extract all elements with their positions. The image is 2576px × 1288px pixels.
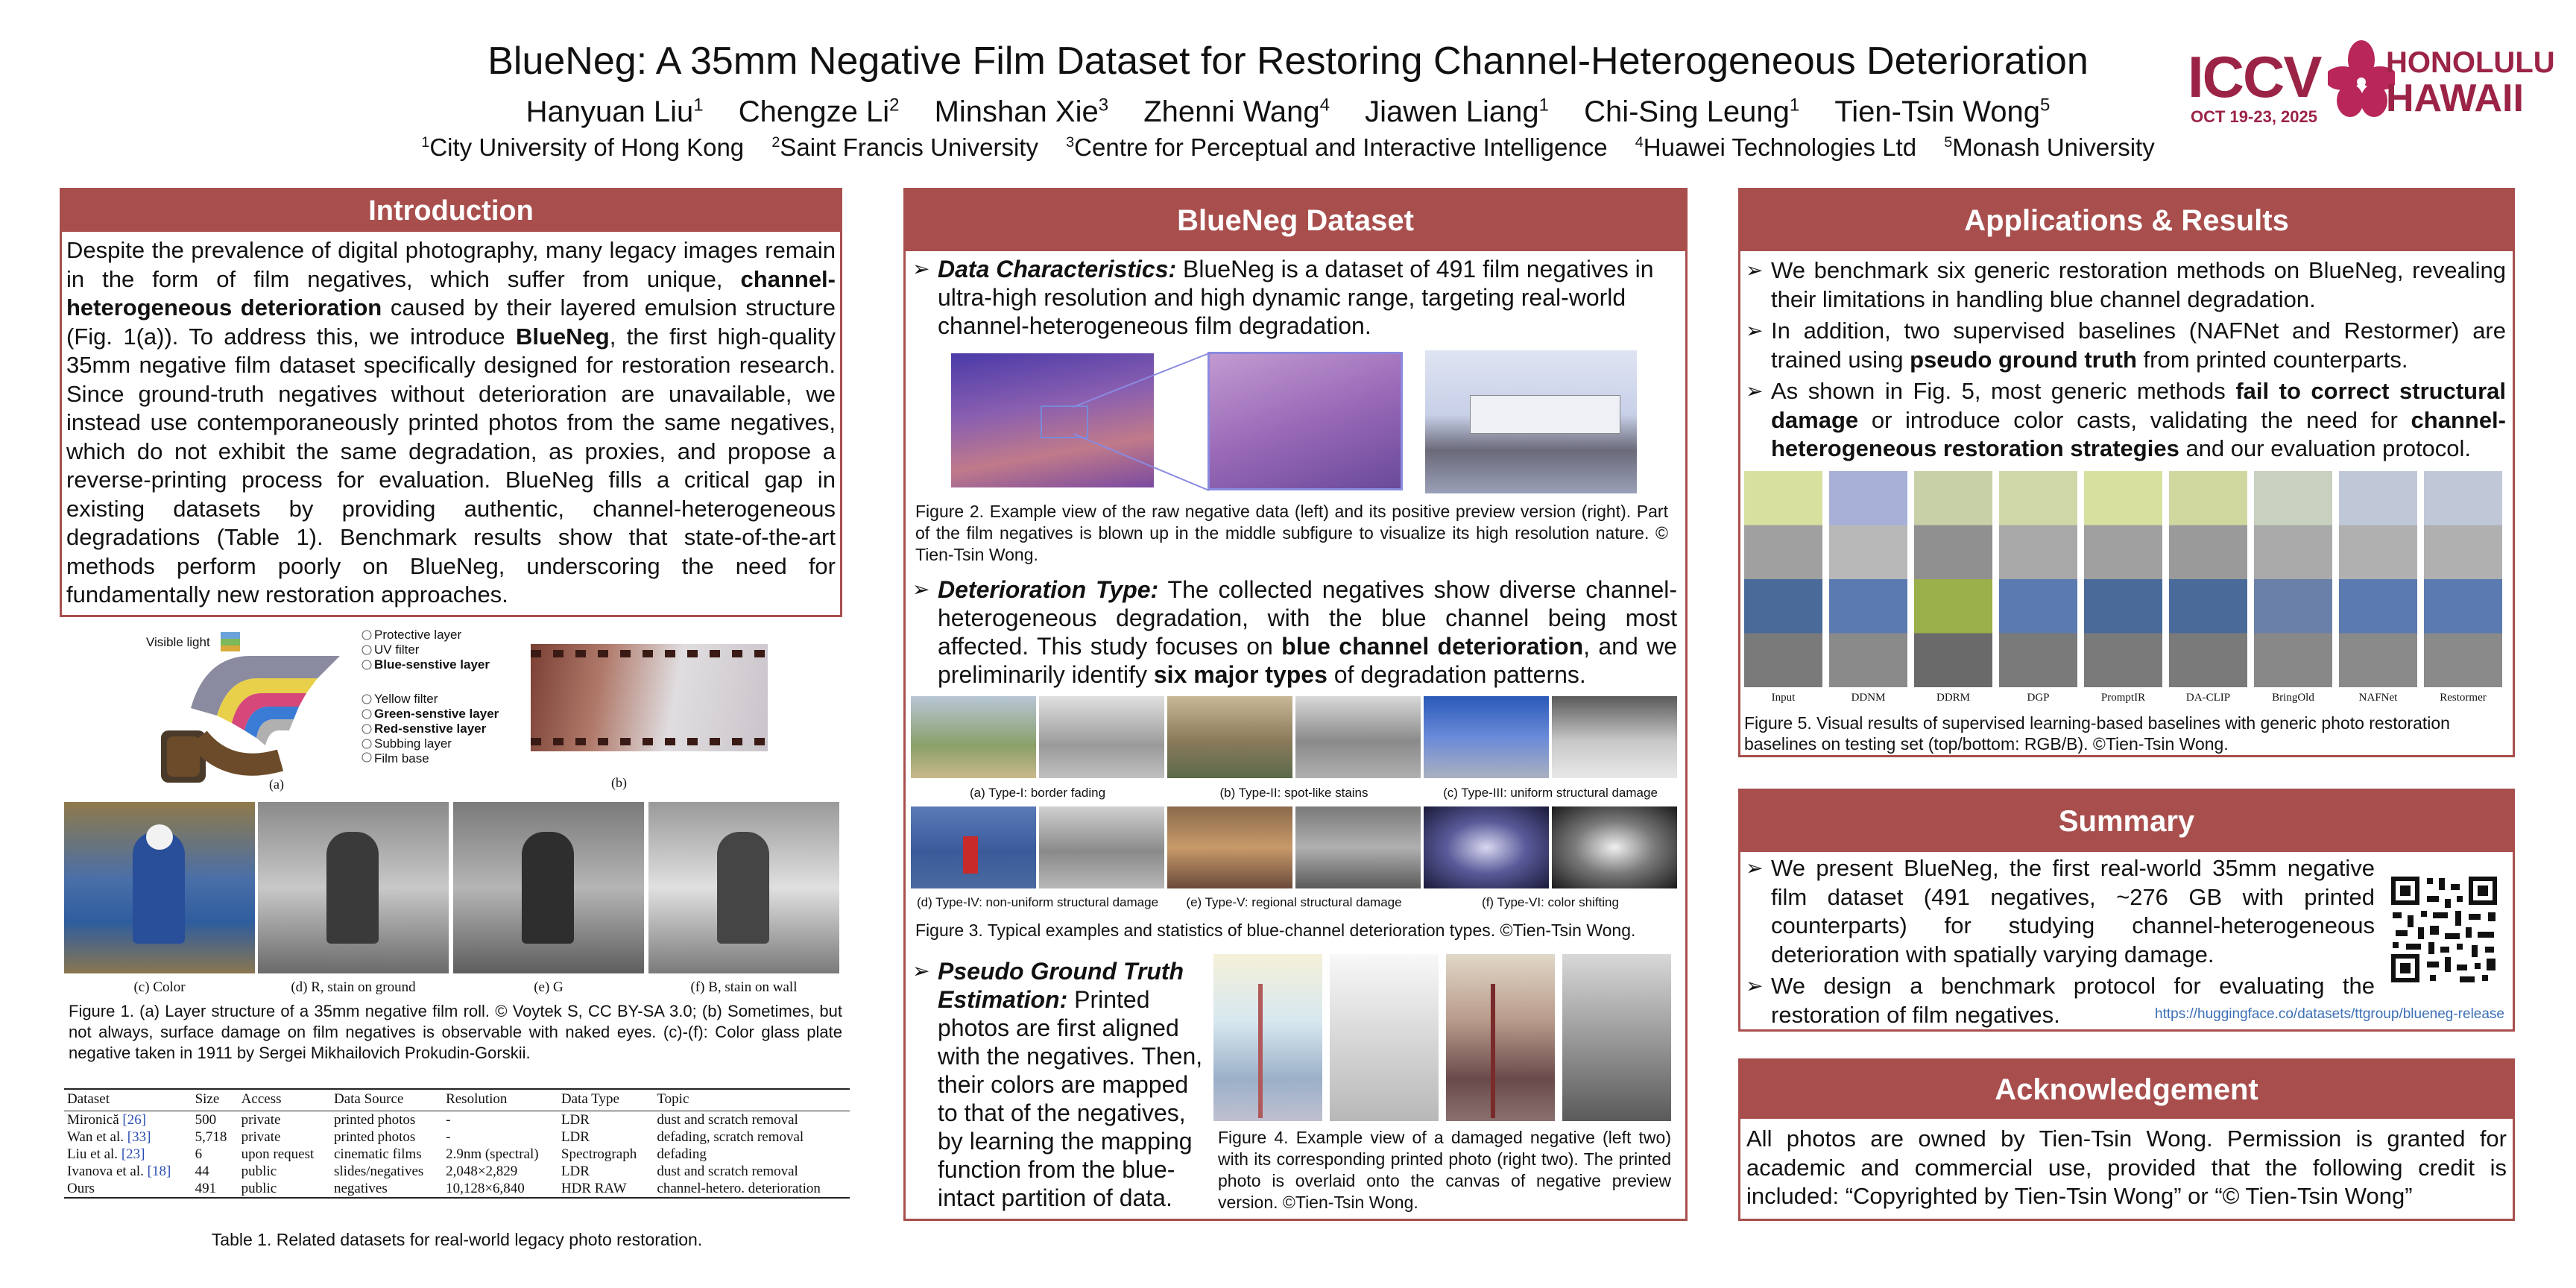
figure1d-label: (d) R, stain on ground [291, 979, 416, 995]
method-label: Restormer [2440, 692, 2487, 704]
figure3b-color [1167, 696, 1292, 778]
figure2-zoom-lines [1044, 352, 1210, 493]
affiliation: $^1$City University of Hong Kong [421, 133, 745, 161]
figure3f-label: (f) Type-VI: color shifting [1482, 895, 1619, 909]
pseudo-ground-truth-bullet: ➢ Pseudo Ground Truth Estimation: Printed photos are first aligned with the negatives. Then, their colors are mapped to that of the negatives, by learning the mapping function from the blue-intact partition of data. [912, 957, 1203, 1215]
result-column-input [1744, 471, 1822, 687]
introduction-panel [60, 188, 842, 617]
figure2-caption: Figure 2. Example view of the raw negative data (left) and its positive preview version (right). Part of the film negatives is blown up in the middle subfigure to visualize its high resolution nature. © Tien-Tsin Wong. [915, 502, 1668, 564]
results-bullet: ➢ We benchmark six generic restoration methods on BlueNeg, revealing their limitations in handling blue channel degradation. [1746, 256, 2506, 314]
results-bullets [1746, 256, 2506, 467]
figure3a-blue [1039, 696, 1164, 778]
figure4-negative-blue [1330, 954, 1439, 1121]
iccv-logo-text: ICCV [2188, 44, 2321, 110]
layer-label: Subbing layer [374, 736, 452, 751]
visible-light-label: Visible light [146, 635, 210, 649]
figure3e-blue [1295, 806, 1421, 888]
result-column-promptir [2084, 471, 2162, 687]
introduction-heading: Introduction [62, 190, 840, 232]
figure5-caption: Figure 5. Visual results of supervised learning-based baselines with generic photo restoration baselines on testing set (top/bottom: RGB/B). ©Tien-Tsin Wong. [1744, 713, 2450, 754]
table-header: Access [239, 1089, 331, 1111]
dataset-link[interactable]: https://huggingface.co/datasets/ttgroup/blueneg-release [2155, 1006, 2504, 1022]
figure3-caption: Figure 3. Typical examples and statistics of blue-channel deterioration types. ©Tien-Tsin Wong. [915, 921, 1636, 940]
figure3a-color [911, 696, 1036, 778]
table-row: Wan et al. [33] 5,718 private printed photos - LDR defading, scratch removal [67, 1129, 804, 1145]
figure3d-blue [1039, 806, 1164, 888]
layer-label: Blue-senstive layer [374, 657, 490, 672]
table1-caption: Table 1. Related datasets for real-world legacy photo restoration. [211, 1230, 703, 1249]
qr-code-icon [2388, 874, 2500, 985]
figure4-caption: Figure 4. Example view of a damaged negative (left two) with its corresponding printed photo (right two). The printed photo is overlaid onto the canvas of negative preview version. ©Tien-Tsin Wong. [1218, 1128, 1671, 1212]
table-row: Liu et al. [23] 6 upon request cinematic films 2.9nm (spectral) Spectrograph defading [67, 1146, 707, 1162]
figure1f-blue-channel-photo [648, 802, 839, 973]
figure2-positive-preview [1425, 350, 1637, 493]
author: Chengze Li$^2$ [738, 95, 900, 129]
results-bullet: ➢ In addition, two supervised baselines (NAFNet and Restormer) are trained using pseudo ground truth from printed counterparts. [1746, 317, 2506, 374]
layer-label: Yellow filter [374, 692, 438, 706]
summary-heading: Summary [1740, 791, 2513, 852]
figure1c-color-photo [64, 802, 255, 973]
method-label: DDNM [1851, 692, 1886, 704]
poster-title: BlueNeg: A 35mm Negative Film Dataset for Restoring Channel-Heterogeneous Deterioration [487, 40, 2089, 83]
affiliation: $^5$Monash University [1944, 133, 2155, 161]
figure3b-label: (b) Type-II: spot-like stains [1219, 786, 1368, 800]
author: Minshan Xie$^3$ [934, 95, 1109, 129]
figure1b-film-photo [531, 644, 768, 751]
table-header-row [64, 1089, 850, 1111]
figure1a-label: (a) [269, 777, 284, 792]
figure3b-blue [1295, 696, 1421, 778]
figure3e-label: (e) Type-V: regional structural damage [1186, 895, 1402, 909]
author: Zhenni Wang$^4$ [1143, 95, 1330, 129]
method-label: DA-CLIP [2185, 692, 2231, 704]
dataset-heading: BlueNeg Dataset [906, 190, 1685, 251]
figure1b-label: (b) [611, 775, 627, 790]
author: Tien-Tsin Wong$^5$ [1834, 95, 2051, 129]
figure1c-label: (c) Color [133, 979, 186, 995]
summary-bullet: ➢ We present BlueNeg, the first real-world 35mm negative film dataset (491 negatives, ~276 GB with printed counterparts) for studying channel-heterogeneous deterioration with spatially varying damage. [1746, 854, 2375, 969]
figure3c-blue [1552, 696, 1677, 778]
data-characteristics-bullet: ➢ Data Characteristics: BlueNeg is a dataset of 491 film negatives in ultra-high resolution and high dynamic range, targeting real-world channel-heterogeneous film degradation. [912, 255, 1677, 343]
method-label: DGP [2027, 692, 2050, 704]
table-header: Resolution [443, 1089, 558, 1111]
summary-bullet: ➢ We design a benchmark protocol for evaluating the restoration of film negatives. [1746, 972, 2375, 1029]
figure3c-color [1424, 696, 1549, 778]
introduction-text: Despite the prevalence of digital photography, many legacy images remain in the form of film negatives, which suffer from unique, channel-heterogeneous deterioration caused by their layered emulsion structure (Fig. 1(a)). To address this, we introduce BlueNeg, the first high-quality 35mm negative film dataset specifically designed for restoration research. Since ground-truth negatives without deterioration are unavailable, we instead use contemporaneously printed photos from the same negatives, which do not exhibit the same degradation, as proxies, and propose a reverse-printing process for evaluation. BlueNeg fills a critical gap in existing datasets by providing authentic, channel-heterogeneous degradations (Table 1). Benchmark results show that state-of-the-art methods perform poorly on BlueNeg, underscoring the need for fundamentally new restoration approaches. [66, 237, 836, 607]
layer-label: Green-senstive layer [374, 707, 499, 721]
figure3f-blue [1552, 806, 1677, 888]
figure1-caption: Figure 1. (a) Layer structure of a 35mm negative film roll. © Voytek S, CC BY-SA 3.0; (b) Sometimes, but not always, surface damage on film negatives is observable with naked eyes. (c)-(f): Color glass plate negative taken in 1911 by Sergei Mikhailovich Prokudin-Gorskii. [69, 1002, 842, 1062]
result-column-nafnet [2339, 471, 2417, 687]
figure4-print-blue [1562, 954, 1671, 1121]
acknowledgement-text: All photos are owned by Tien-Tsin Wong. Permission is granted for academic and commercial use, provided that the following credit is included: “Copyrighted by Tien-Tsin Wong” or “© Tien-Tsin Wong” [1746, 1126, 2507, 1209]
method-label: Input [1771, 692, 1796, 704]
table-header: Data Type [558, 1089, 654, 1111]
result-column-ddnm [1829, 471, 1907, 687]
method-label: PromptIR [2100, 692, 2146, 704]
table-header: Size [192, 1089, 239, 1111]
figure3d-label: (d) Type-IV: non-uniform structural damage [916, 895, 1159, 909]
figure4-negative-color [1213, 954, 1322, 1121]
figure3f-color [1424, 806, 1549, 888]
hibiscus-icon [2328, 37, 2395, 127]
related-datasets-table [64, 1088, 850, 1199]
table-header: Topic [654, 1089, 850, 1111]
results-bullet: ➢ As shown in Fig. 5, most generic methods fail to correct structural damage or introduce color casts, validating the need for channel-heterogeneous restoration strategies and our evaluation protocol. [1746, 377, 2506, 464]
result-column-daclip [2169, 471, 2247, 687]
iccv-logo-location: HONOLULU HAWAII [2386, 46, 2555, 120]
iccv-logo-date: OCT 19-23, 2025 [2191, 107, 2317, 126]
acknowledgement-heading: Acknowledgement [1740, 1061, 2513, 1119]
deterioration-type-bullet: ➢ Deterioration Type: The collected negatives show diverse channel-heterogeneous degradation, with the blue channel being most affected. This study focuses on blue channel deterioration, and we preliminarily identify six major types of degradation patterns. [912, 575, 1677, 692]
author: Jiawen Liang$^1$ [1365, 95, 1549, 129]
results-heading: Applications & Results [1740, 190, 2513, 251]
figure1e-green-channel-photo [453, 802, 644, 973]
author: Chi-Sing Leung$^1$ [1584, 95, 1800, 129]
table-header: Dataset [64, 1089, 192, 1111]
figure1d-red-channel-photo [258, 802, 449, 973]
affiliation: $^2$Saint Francis University [771, 133, 1038, 161]
result-column-restormer [2424, 471, 2502, 687]
figure3a-label: (a) Type-I: border fading [969, 786, 1106, 800]
layer-label: Protective layer [374, 628, 462, 642]
table-row: Ivanova et al. [18] 44 public slides/negatives 2,048×2,829 LDR dust and scratch removal [67, 1164, 798, 1179]
method-label: BringOld [2272, 692, 2314, 704]
figure3d-color [911, 806, 1036, 888]
iccv-logo [2188, 37, 2555, 142]
figure4-print-color [1446, 954, 1555, 1121]
table-header: Data Source [331, 1089, 443, 1111]
table-row: Ours 491 public negatives 10,128×6,840 HDR RAW channel-hetero. deterioration [64, 1180, 850, 1198]
figure3c-label: (c) Type-III: uniform structural damage [1443, 786, 1658, 800]
method-label: NAFNet [2358, 692, 2398, 704]
method-label: DDRM [1936, 692, 1970, 704]
figure1a-layer-diagram [146, 626, 519, 798]
affiliation: $^3$Centre for Perceptual and Interactive Intelligence [1066, 133, 1608, 161]
figure1f-label: (f) B, stain on wall [690, 979, 798, 995]
affiliation: $^4$Huawei Technologies Ltd [1635, 133, 1917, 161]
figure2-zoomed-negative [1208, 352, 1403, 490]
acknowledgement-panel [1738, 1058, 2515, 1221]
table-row: Mironică [26] 500 private printed photos - LDR dust and scratch removal [67, 1112, 798, 1128]
layer-label: UV filter [374, 643, 420, 657]
author: Hanyuan Liu$^1$ [525, 95, 704, 129]
figure1e-label: (e) G [534, 979, 564, 995]
result-column-ddrm [1914, 471, 1992, 687]
layer-label: Film base [374, 751, 429, 765]
result-column-bringold [2254, 471, 2332, 687]
figure3e-color [1167, 806, 1292, 888]
result-column-dgp [1999, 471, 2077, 687]
figure5-results-grid [1744, 471, 2504, 704]
layer-label: Red-senstive layer [374, 722, 487, 736]
